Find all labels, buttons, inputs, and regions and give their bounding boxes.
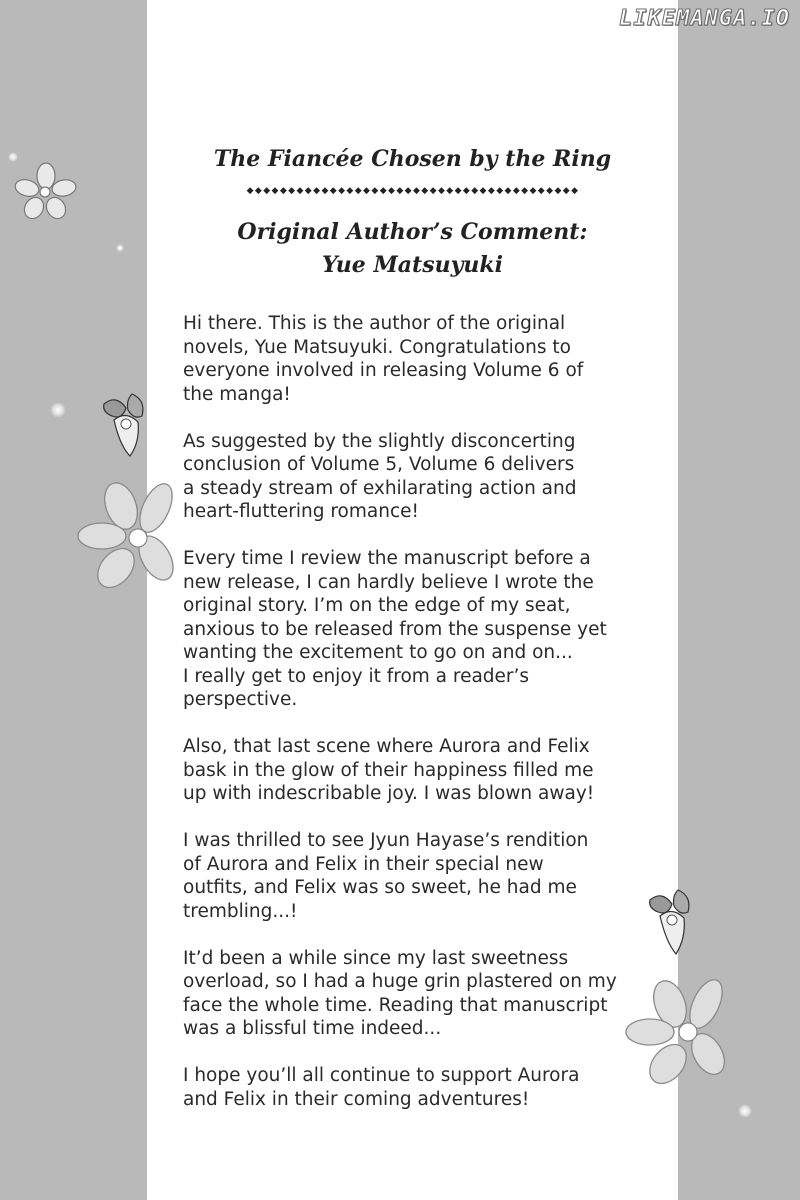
paragraph-3: Every time I review the manuscript before a new release, I can hardly believe I wrote the original story. I’m on the edge of my seat, anxious to be released from the suspense yet wanting the excitement to go on and on... I really get to enjoy it from a reader’s perspective.	[183, 548, 607, 710]
flower-icon	[622, 974, 732, 1090]
heading-line-2: Yue Matsuyuki	[322, 252, 503, 278]
diamond-divider: ◆◆◆◆◆◆◆◆◆◆◆◆◆◆◆◆◆◆◆◆◆◆◆◆◆◆◆◆◆◆◆◆◆◆◆◆◆◆◆◆	[246, 186, 580, 196]
paragraph-5: I was thrilled to see Jyun Hayase’s rendition of Aurora and Felix in their special new outfits, and Felix was so sweet, he had me trembling...!	[183, 830, 589, 922]
comment-heading	[147, 216, 678, 282]
paragraph-7: I hope you’ll all continue to support Aurora and Felix in their coming adventures!	[183, 1065, 580, 1110]
bud-icon	[644, 884, 702, 958]
bud-icon	[96, 390, 156, 462]
flower-icon	[76, 478, 180, 594]
flower-icon	[14, 162, 78, 222]
paragraph-4: Also, that last scene where Aurora and Felix bask in the glow of their happiness filled me up with indescribable joy. I was blown away!	[183, 736, 595, 804]
page-title: The Fiancée Chosen by the Ring	[213, 146, 612, 172]
comment-body	[183, 312, 653, 1135]
paragraph-6: It’d been a while since my last sweetness overload, so I had a huge grin plastered on my face the whole time. Reading that manuscript was a blissful time indeed...	[183, 947, 617, 1039]
sparkle-icon	[738, 1104, 752, 1118]
paragraph-2: As suggested by the slightly disconcerting conclusion of Volume 5, Volume 6 delivers a steady stream of exhilarating action and heart-fluttering romance!	[183, 430, 577, 522]
sparkle-icon	[8, 152, 18, 162]
sparkle-icon	[596, 900, 614, 918]
sparkle-icon	[50, 402, 66, 418]
sparkle-icon	[116, 244, 124, 252]
paragraph-1: Hi there. This is the author of the original novels, Yue Matsuyuki. Congratulations to everyone involved in releasing Volume 6 of the manga!	[183, 313, 584, 405]
watermark: LIKEMANGA.IO	[619, 6, 790, 31]
heading-line-1: Original Author’s Comment:	[237, 219, 588, 245]
